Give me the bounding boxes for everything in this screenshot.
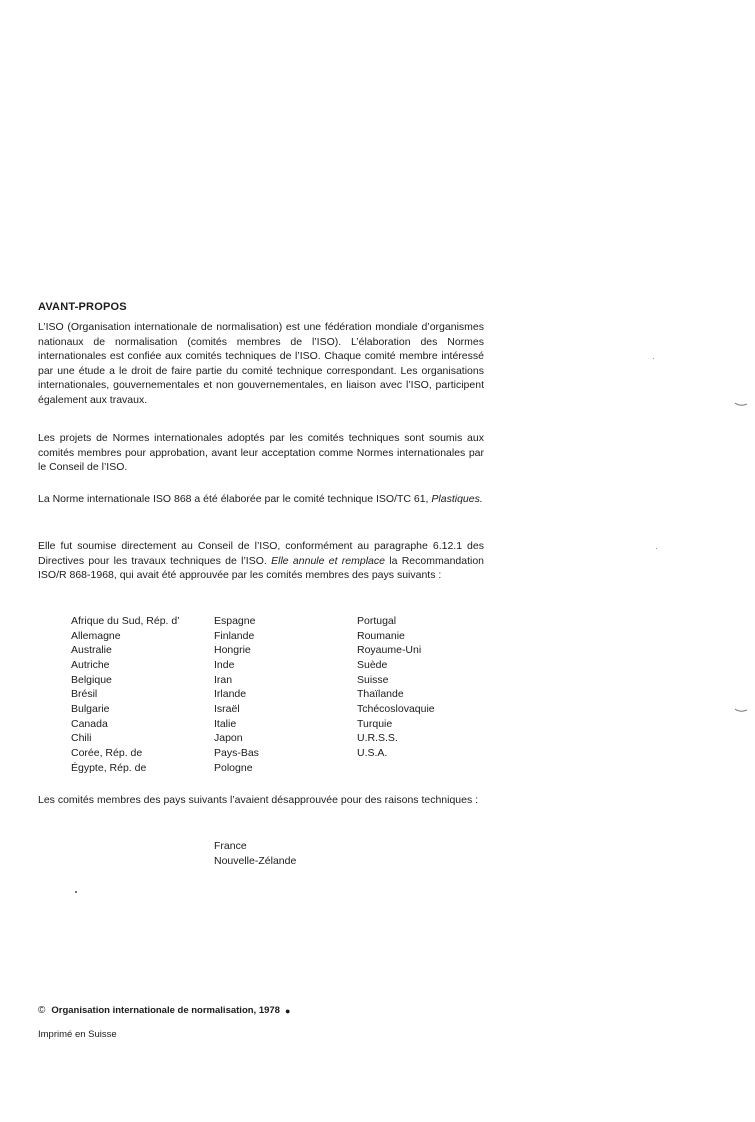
binding-mark-icon (735, 708, 747, 713)
country-item: Bulgarie (71, 702, 110, 715)
country-item: Corée, Rép. de (71, 746, 143, 759)
country-item: Italie (214, 717, 237, 730)
country-item: Japon (214, 732, 243, 745)
replaces-note: Elle annule et remplace (271, 554, 385, 567)
country-item: Nouvelle-Zélande (214, 854, 297, 867)
country-item: Suède (357, 658, 388, 671)
country-item: Tchécoslovaquie (357, 702, 435, 715)
country-item: Égypte, Rép. de (71, 761, 147, 774)
country-item: Chili (71, 732, 92, 745)
country-item: Allemagne (71, 629, 121, 642)
committee-title: Plastiques. (431, 493, 483, 505)
country-item: Royaume-Uni (357, 644, 422, 657)
country-item: Irlande (214, 688, 247, 701)
country-item: Brésil (71, 688, 98, 701)
paragraph-submission (38, 539, 484, 583)
printed-in: Imprimé en Suisse (38, 1029, 117, 1040)
country-item: U.R.S.S. (357, 732, 398, 745)
page-heading: AVANT-PROPOS (38, 301, 127, 313)
disapproving-countries (214, 839, 296, 868)
approving-countries-col3 (357, 614, 435, 761)
submission-text-a: Elle fut soumise directement au Conseil de l’ISO, conformément au paragraphe 6.12.1 des Directives pour les travaux techniques de l’ISO. (38, 540, 484, 567)
approving-countries-col2 (214, 614, 259, 775)
country-item: Roumanie (357, 629, 405, 642)
approving-countries-col1 (71, 614, 180, 775)
paragraph-standard-origin (38, 492, 484, 507)
country-item: France (214, 840, 247, 852)
copyright-text: Organisation internationale de normalisation, 1978 (51, 1005, 280, 1016)
country-item: Turquie (357, 717, 393, 730)
copyright-icon: © (38, 1005, 46, 1016)
country-item: Espagne (214, 615, 256, 627)
copyright-line (38, 1005, 290, 1016)
paper-speck (653, 358, 654, 359)
paragraph-disapproval: Les comités membres des pays suivants l’avaient désapprouvée pour des raisons techniques : (38, 794, 479, 806)
country-item: Iran (214, 673, 233, 686)
country-item: U.S.A. (357, 746, 388, 759)
country-item: Canada (71, 717, 108, 730)
country-item: Afrique du Sud, Rép. d’ (71, 615, 180, 627)
country-item: Pays-Bas (214, 746, 259, 759)
country-item: Thaïlande (357, 688, 404, 701)
paper-speck (656, 548, 657, 549)
country-item: Pologne (214, 761, 253, 774)
paragraph-approval-process: Les projets de Normes internationales adoptés par les comités techniques sont soumis aux comités membres pour approbation, avant leur acceptation comme Normes internationales par le Conseil de l’ISO. (38, 432, 484, 474)
standard-origin-text: La Norme internationale ISO 868 a été élaborée par le comité technique ISO/TC 61, (38, 493, 429, 505)
country-item: Israël (214, 702, 240, 715)
submission-text-b: la Recommandation ISO/R 868-1968, qui avait été approuvée par les comités membres des pays suivants : (38, 554, 485, 582)
binding-mark-icon (735, 402, 747, 407)
bullet-icon: ● (284, 1005, 291, 1016)
country-item: Autriche (71, 658, 110, 671)
country-item: Portugal (357, 615, 397, 627)
country-item: Hongrie (214, 644, 251, 657)
country-item: Australie (71, 644, 112, 657)
country-item: Belgique (71, 673, 112, 686)
stray-mark (75, 891, 77, 893)
country-item: Finlande (214, 629, 255, 642)
paragraph-iso-intro: L’ISO (Organisation internationale de normalisation) est une fédération mondiale d’organismes nationaux de normalisation (comités membres de l’ISO). L’élaboration des Normes internationales est confiée aux comités techniques de l’ISO. Chaque comité membre intéressé par une étude a le droit de faire partie du comité technique correspondant. Les organisations internationales, gouvernementales et non gouvernementales, en liaison avec l’ISO, participent également aux travaux. (38, 321, 484, 406)
country-item: Inde (214, 658, 235, 671)
country-item: Suisse (357, 673, 389, 686)
